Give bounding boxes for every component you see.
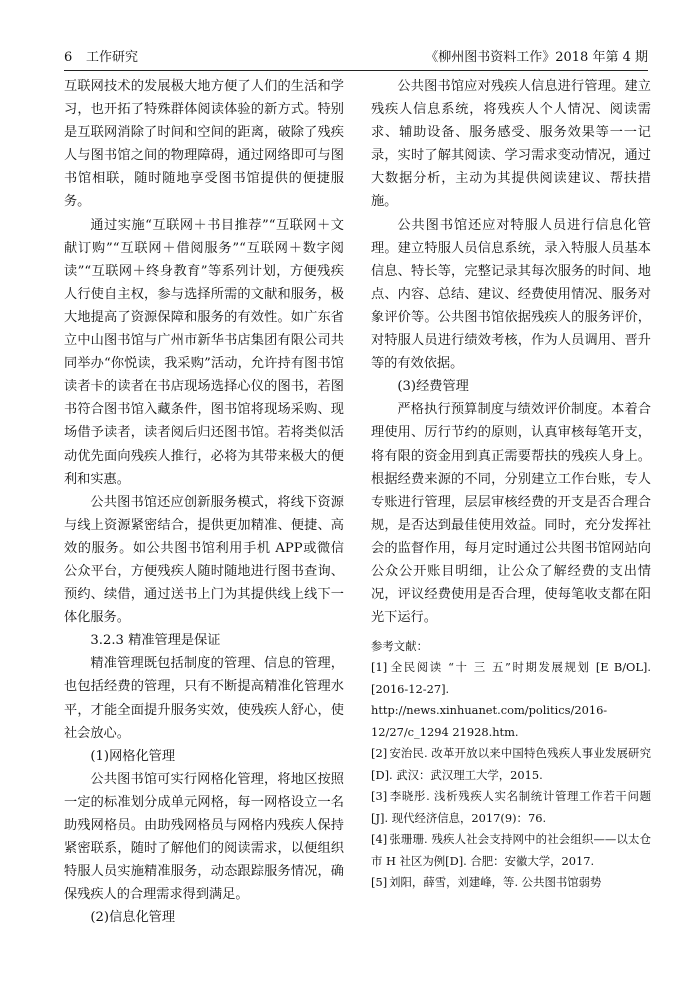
reference-item xyxy=(371,872,651,894)
left-column xyxy=(64,75,344,975)
paragraph: (3)经费管理 xyxy=(397,379,469,395)
paragraph: (1)网格化管理 xyxy=(90,748,176,764)
paragraph: 公共图书馆可实行网格化管理，将地区按照一定的标准划分成单元网格，每一网格设立一名助残网格员。由助残网格员与网格内残疾人保持紧密联系，随时了解他们的阅读需求，以便组织特服人员实施精准服务，动态跟踪服务情况，确保残疾人的合理需求得到满足。 xyxy=(64,771,344,903)
right-column xyxy=(371,75,651,975)
reference-item xyxy=(371,743,651,786)
reference-item xyxy=(371,657,651,743)
running-header xyxy=(64,48,648,68)
reference-label: [4] xyxy=(371,832,388,847)
reference-label: [5] xyxy=(371,875,388,890)
paragraph: 3.2.3 精准管理是保证 xyxy=(90,633,221,649)
paragraph: 互联网技术的发展极大地方便了人们的生活和学习，也开拓了特殊群体阅读体验的新方式。特别是互联网消除了时间和空间的距离，破除了残疾人与图书馆之间的物理障碍，通过网络即可与图书馆相联，随时随地享受图书馆提供的便捷服务。 xyxy=(64,79,344,210)
reference-label: [3] xyxy=(371,789,388,804)
reference-item xyxy=(371,786,651,829)
paragraph: 公共图书馆还应对特服人员进行信息化管理。建立特服人员信息系统，录入特服人员基本信息、特长等，完整记录其每次服务的时间、地点、内容、总结、建议、经费使用情况、服务对象评价等。公共图书馆依据残疾人的服务评价，对特服人员进行绩效考核，作为人员调用、晋升等的有效依据。 xyxy=(371,217,651,372)
paragraph: 通过实施“互联网＋书目推荐”“互联网＋文献订购”“互联网＋借阅服务”“互联网＋数字阅读”“互联网＋终身教育”等系列计划，方便残疾人行使自主权，参与选择所需的文献和服务，极大地提高了资源保障和服务的有效性。如广东省立中山图书馆与广州市新华书店集团有限公司共同举办“你悦读，我采购”活动，允许持有图书馆读者卡的读者在书店现场选择心仪的图书，若图书符合图书馆入藏条件，图书馆将现场采购、现场借予读者，读者阅后归还图书馆。若将类似活动优先面向残疾人推行，必将为其带来极大的便利和实惠。 xyxy=(64,217,344,487)
journal-title: 《柳州图书资料工作》2018 年第 4 期 xyxy=(425,50,648,65)
references-list xyxy=(371,657,651,894)
paragraph: 严格执行预算制度与绩效评价制度。本着合理使用、厉行节约的原则，认真审核每笔开支，将有限的资金用到真正需要帮扶的残疾人身上。根据经费来源的不同，分别建立工作台账，专人专账进行管理，层层审核经费的开支是否合理合规，是否达到最佳使用效益。同时，充分发挥社会的监督作用，每月定时通过公共图书馆网站向公众公开账目明细，让公众了解经费的支出情况，评议经费使用是否合理，使每笔收支都在阳光下运行。 xyxy=(371,402,651,626)
reference-label: [1] xyxy=(371,660,388,675)
paragraph: 公共图书馆还应创新服务模式，将线下资源与线上资源紧密结合，提供更加精准、便捷、高效的服务。如公共图书馆利用手机 APP或微信公众平台，方便残疾人随时随地进行图书查询、预约、续借，通过送书上门为其提供线上线下一体化服务。 xyxy=(64,494,344,626)
reference-label: [2] xyxy=(371,746,388,761)
section-title: 工作研究 xyxy=(86,50,139,65)
reference-text: 张珊珊. 残疾人社会支持网中的社会组织——以太仓市 H 社区为例[D]. 合肥：安徽大学，2017. xyxy=(371,832,651,868)
paragraph: 精准管理既包括制度的管理、信息的管理，也包括经费的管理，只有不断提高精准化管理水平，才能全面提升服务实效，使残疾人舒心，使社会放心。 xyxy=(64,656,344,741)
paragraph: 公共图书馆应对残疾人信息进行管理。建立残疾人信息系统，将残疾人个人情况、阅读需求、辅助设备、服务感受、服务效果等一一记录，实时了解其阅读、学习需求变动情况，通过大数据分析，主动为其提供阅读建议、帮扶措施。 xyxy=(371,79,651,210)
reference-text: 安治民. 改革开放以来中国特色残疾人事业发展研究[D]. 武汉：武汉理工大学，2015. xyxy=(371,746,651,782)
header-rule xyxy=(64,70,648,71)
reference-text: 全民阅读 “十 三 五”时期发展规划 [E B/OL]. [2016-12-27]. http://news.xinhuanet.com/politics/2016-12/27/c_1294 21928.htm. xyxy=(371,660,651,739)
references-title: 参考文献： xyxy=(371,639,428,654)
paragraph: (2)信息化管理 xyxy=(90,910,176,926)
reference-item xyxy=(371,829,651,872)
reference-text: 李晓彤. 浅析残疾人实名制统计管理工作若干问题[J]. 现代经济信息，2017(9)：76. xyxy=(371,789,651,825)
reference-text: 刘阳，薛雪，刘建峰，等. 公共图书馆弱势 xyxy=(389,875,602,890)
page-number: 6 xyxy=(64,50,73,65)
right-column-body xyxy=(371,75,651,629)
